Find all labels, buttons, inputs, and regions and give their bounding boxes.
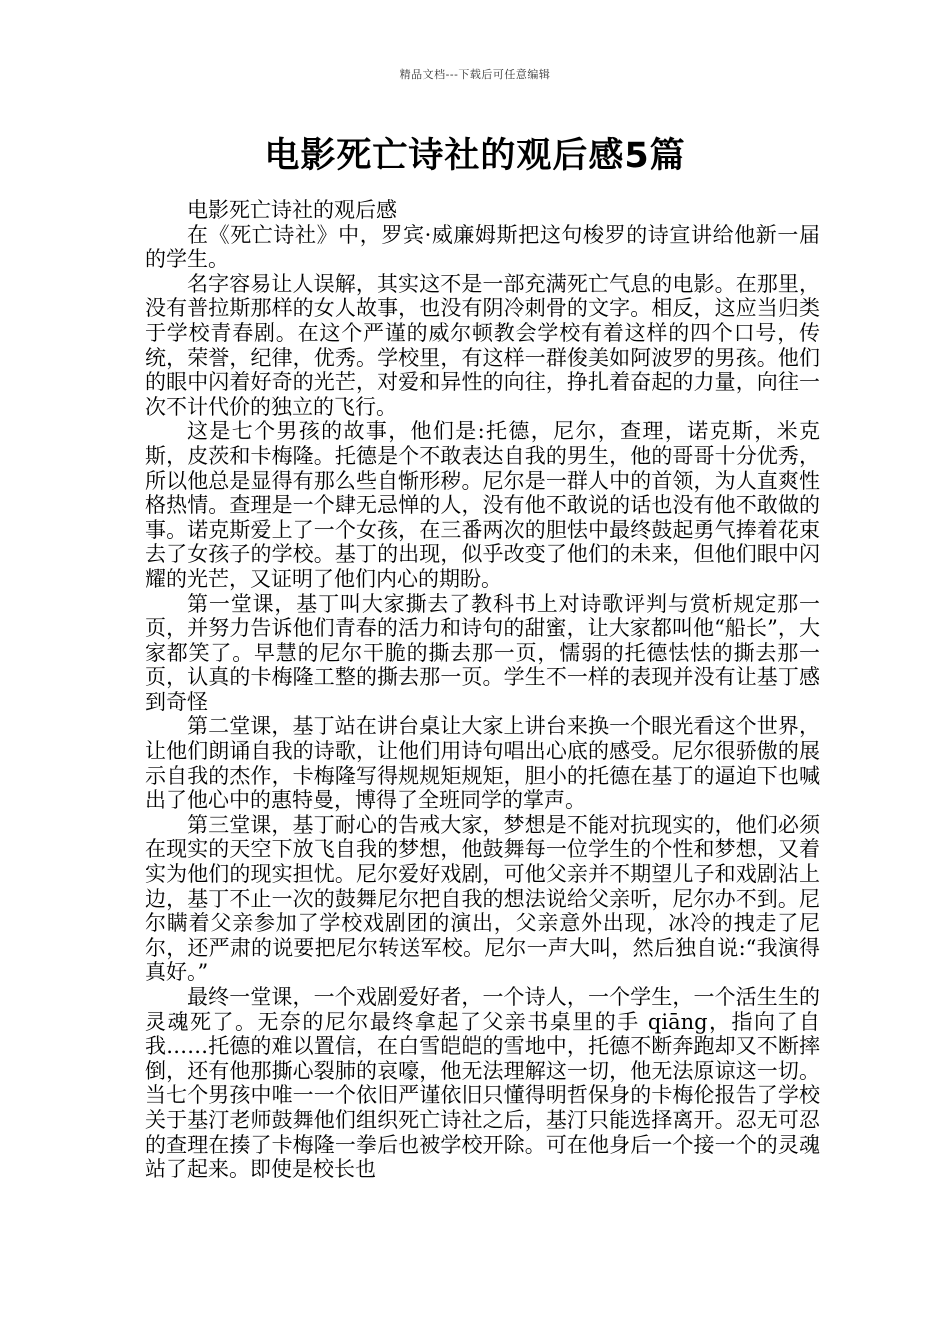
paragraph: 第一堂课，基丁叫大家撕去了教科书上对诗歌评判与赏析规定那一页，并努力告诉他们青春的活力和诗句的甜蜜，让大家都叫他“船长”，大家都笑了。早慧的尼尔干脆的撕去那一页，懦弱的托德怯怯的撕去那一页，认真的卡梅隆工整的撕去那一页。学生不一样的表现并没有让基丁感到奇怪 <box>145 591 820 714</box>
document-title: 电影死亡诗社的观后感5篇 <box>264 136 686 176</box>
paragraph: 第二堂课，基丁站在讲台桌让大家上讲台来换一个眼光看这个世界，让他们朗诵自我的诗歌，让他们用诗句唱出心底的感受。尼尔很骄傲的展示自我的杰作，卡梅隆写得规规矩规矩，胆小的托德在基丁的逼迫下也喊出了他心中的惠特曼，博得了全班同学的掌声。 <box>145 714 820 813</box>
header-note: 精品文档---下载后可任意编辑 <box>399 68 551 81</box>
paragraph-subtitle: 电影死亡诗社的观后感 <box>187 198 397 222</box>
paragraph: 第三堂课，基丁耐心的告戒大家，梦想是不能对抗现实的，他们必须在现实的天空下放飞自我的梦想，他鼓舞每一位学生的个性和梦想，又着实为他们的现实担忧。尼尔爱好戏剧，可他父亲并不期望儿子和戏剧沾上边，基丁不止一次的鼓舞尼尔把自我的想法说给父亲听，尼尔办不到。尼尔瞒着父亲参加了学校戏剧团的演出，父亲意外出现，冰冷的拽走了尼尔，还严肃的说要把尼尔转送军校。尼尔一声大叫，然后独自说:“我演得真好。” <box>145 812 820 985</box>
paragraph: 名字容易让人误解，其实这不是一部充满死亡气息的电影。在那里，没有普拉斯那样的女人故事，也没有阴冷刺骨的文字。相反，这应当归类于学校青春剧。在这个严谨的威尔顿教会学校有着这样的四个口号，传统，荣誉，纪律，优秀。学校里，有这样一群俊美如阿波罗的男孩。他们的眼中闪着好奇的光芒，对爱和异性的向往，挣扎着奋起的力量，向往一次不计代价的独立的飞行。 <box>145 271 820 419</box>
paragraph: 在《死亡诗社》中，罗宾·威廉姆斯把这句梭罗的诗宣讲给他新一届的学生。 <box>145 222 820 272</box>
paragraph: 最终一堂课，一个戏剧爱好者，一个诗人，一个学生，一个活生生的灵魂死了。无奈的尼尔最终拿起了父亲书桌里的手 qiāng，指向了自我……托德的难以置信，在白雪皑皑的雪地中，托德不断奔跑却又不断摔倒，还有他那撕心裂肺的哀嚎，他无法理解这一切，他无法原谅这一切。当七个男孩中唯一一个依旧严谨依旧只懂得明哲保身的卡梅伦报告了学校关于基汀老师鼓舞他们组织死亡诗社之后，基汀只能选择离开。忍无可忍的查理在揍了卡梅隆一拳后也被学校开除。可在他身后一个接一个的灵魂站了起来。即使是校长也 <box>145 985 820 1182</box>
paragraph: 这是七个男孩的故事，他们是:托德，尼尔，查理，诺克斯，米克斯，皮茨和卡梅隆。托德是个不敢表达自我的男生，他的哥哥十分优秀，所以他总是显得有那么些自惭形秽。尼尔是一群人中的首领，为人直爽性格热情。查理是一个肆无忌惮的人，没有他不敢说的话也没有他不敢做的事。诺克斯爱上了一个女孩，在三番两次的胆怯中最终鼓起勇气捧着花束去了女孩子的学校。基丁的出现，似乎改变了他们的未来，但他们眼中闪耀的光芒，又证明了他们内心的期盼。 <box>145 419 820 591</box>
document-body <box>145 198 820 1182</box>
